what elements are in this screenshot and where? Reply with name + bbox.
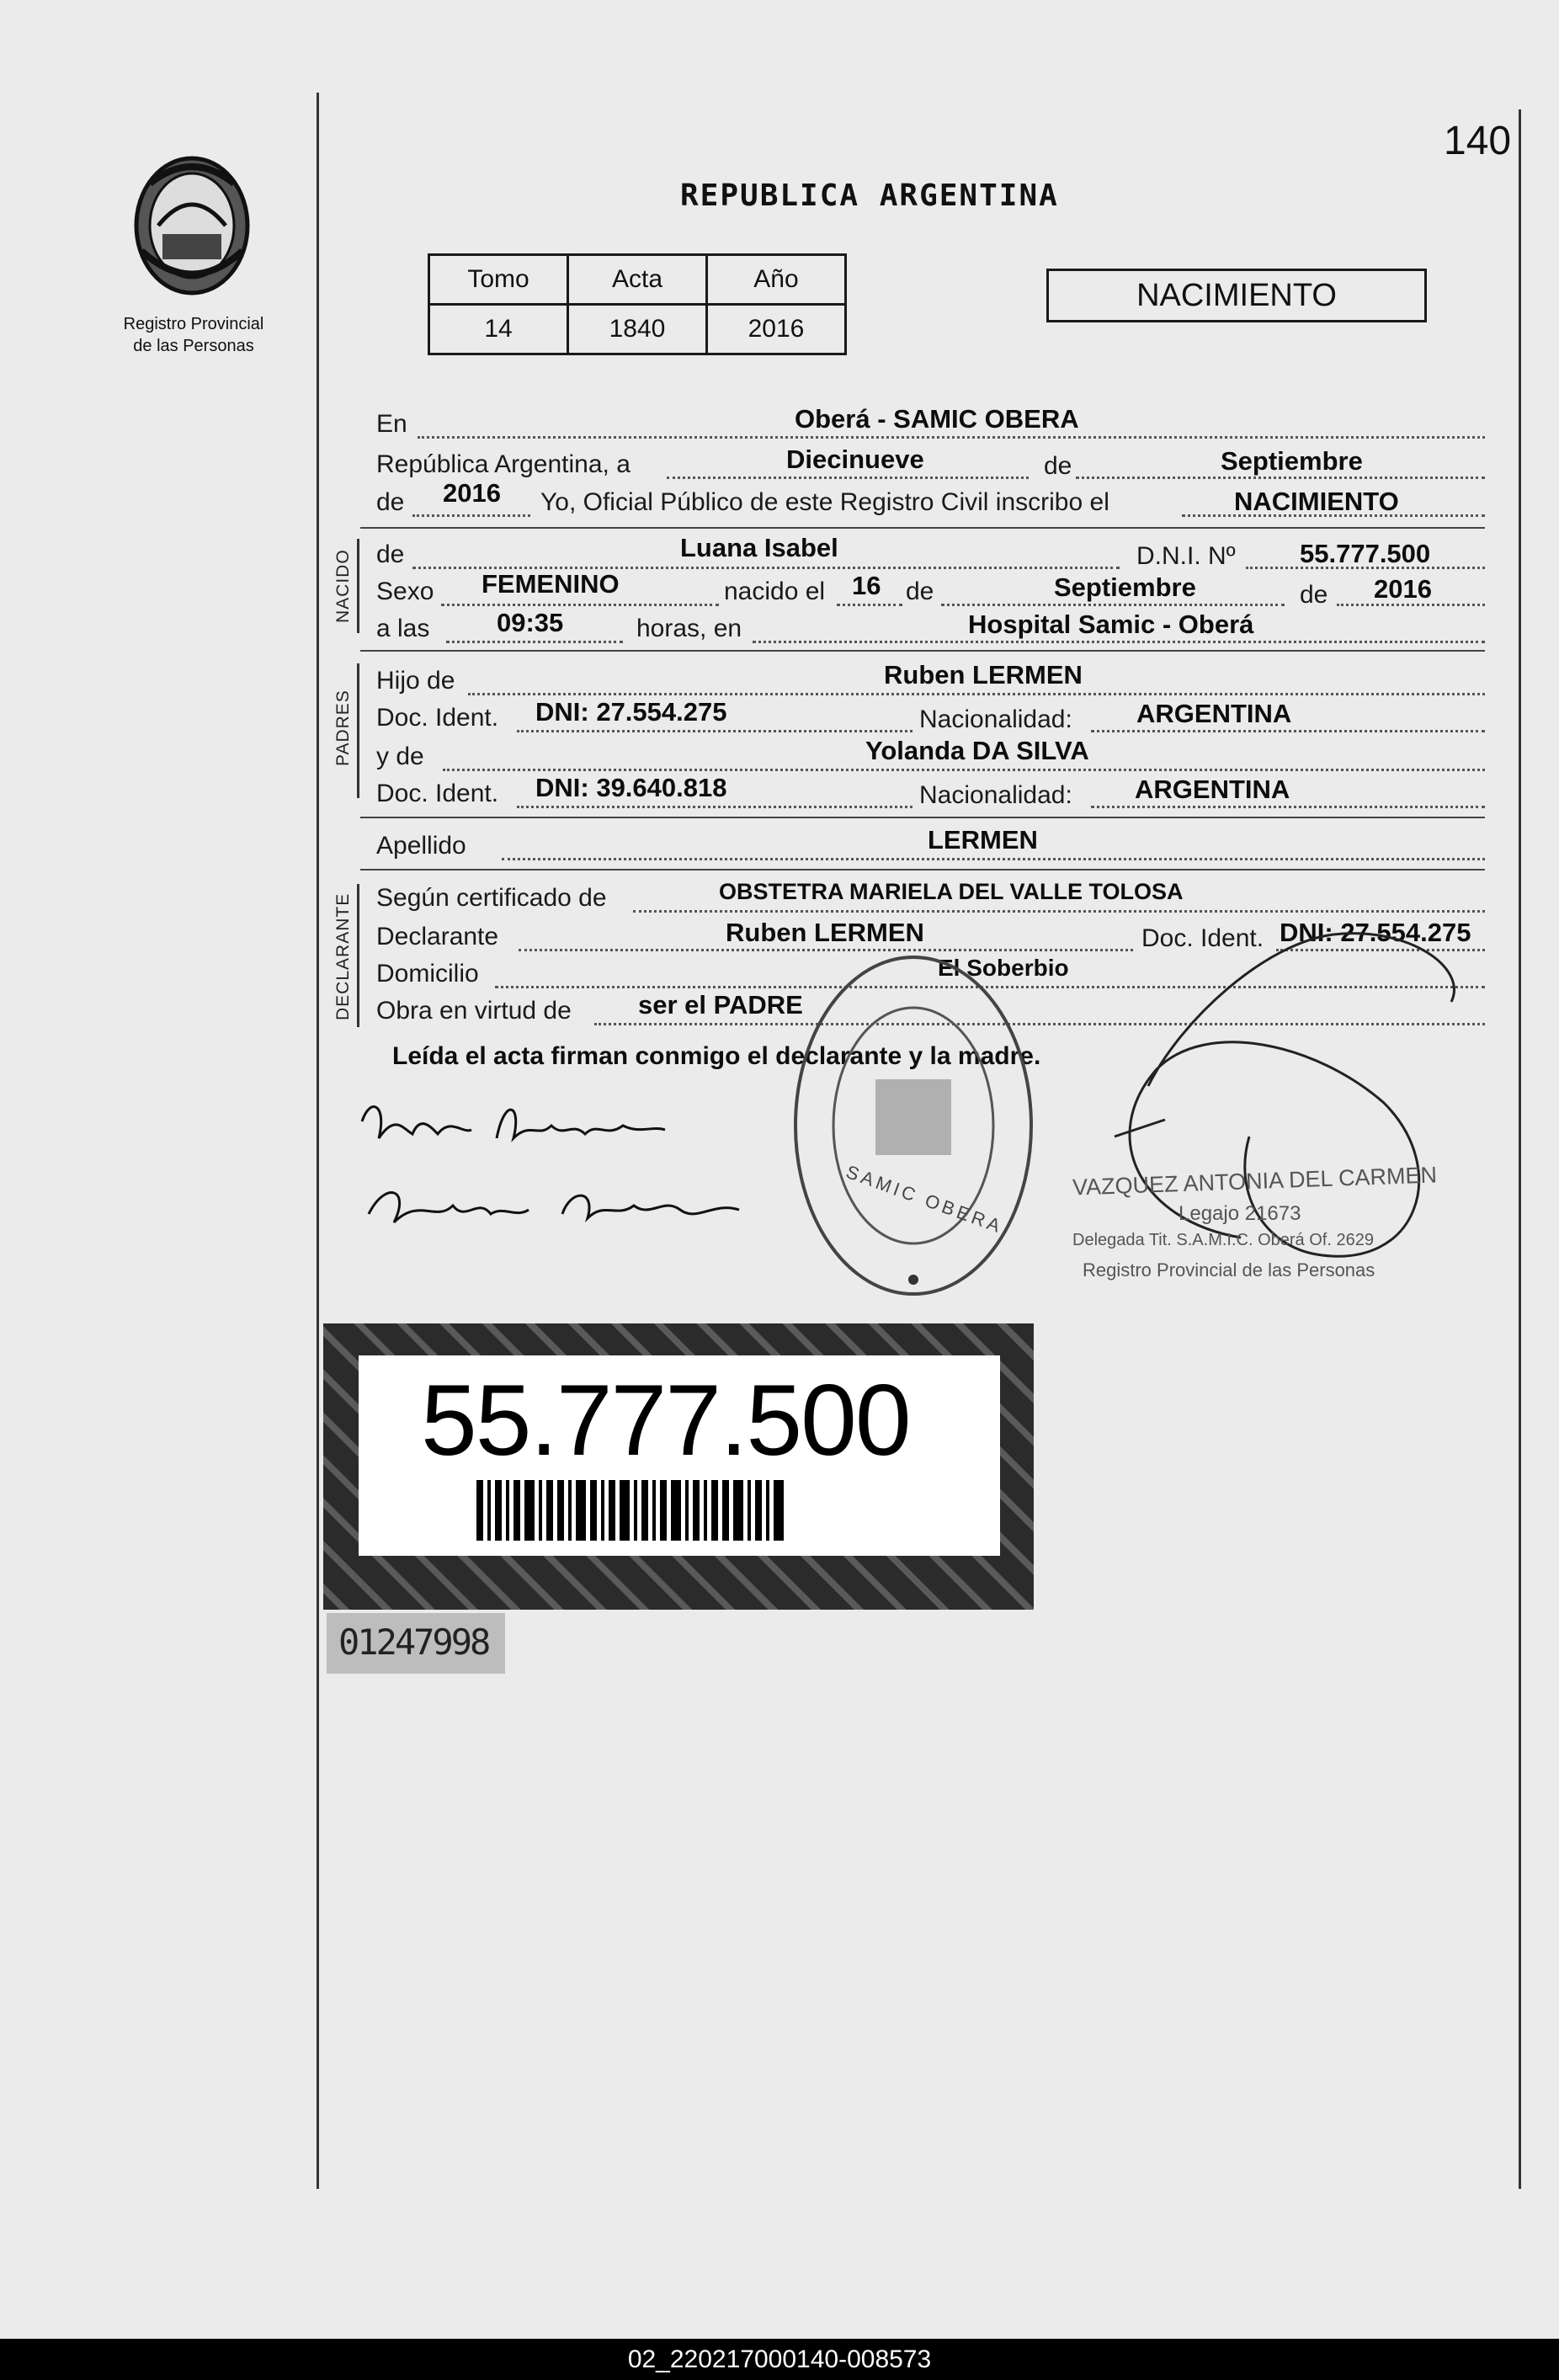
province-seal-icon [125, 150, 259, 306]
dom-value: El Soberbio [938, 955, 1069, 981]
country-title: REPUBLICA ARGENTINA [680, 178, 1059, 213]
padre-nac-dots [1091, 730, 1485, 732]
obra-label: Obra en virtud de [376, 997, 572, 1025]
month-value: Septiembre [1221, 446, 1363, 476]
child-name: Luana Isabel [680, 533, 838, 562]
bmonth-dots [941, 604, 1285, 606]
sexo-dots [441, 604, 719, 606]
hora-label: a las [376, 615, 430, 642]
cert-dots [633, 910, 1485, 913]
apellido-label: Apellido [376, 832, 466, 860]
page-number: 140 [1444, 119, 1512, 163]
hora-value: 09:35 [497, 608, 564, 637]
madre-doc-label: Doc. Ident. [376, 780, 499, 807]
right-margin-line [1519, 109, 1521, 2189]
sexo-value: FEMENINO [482, 569, 620, 599]
inscribo-value: NACIMIENTO [1234, 487, 1399, 516]
madre-nac-dots [1091, 806, 1485, 808]
yo-text: Yo, Oficial Público de este Registro Civil inscribo el [540, 488, 1109, 516]
en-dots [418, 436, 1485, 439]
footer-bar [0, 2339, 1559, 2380]
sexo-label: Sexo [376, 578, 434, 605]
dni-label: D.N.I. Nº [1136, 542, 1236, 570]
nacido-side-label: NACIDO [333, 549, 353, 623]
tomo-value: 14 [429, 305, 568, 354]
de-label-1: de [1044, 452, 1072, 480]
padre-doc-label: Doc. Ident. [376, 704, 499, 732]
divider-padres [360, 650, 1485, 652]
horas-label: horas, en [636, 615, 742, 642]
padres-bar [357, 663, 359, 798]
madre-doc: DNI: 39.640.818 [535, 773, 727, 802]
tomo-acta-ano-table [428, 253, 847, 355]
nacido-label: nacido el [724, 578, 826, 605]
birth-year: 2016 [1374, 574, 1432, 604]
day-words: Diecinueve [786, 445, 924, 474]
madre-nac: ARGENTINA [1135, 775, 1290, 804]
nacido-bar [357, 539, 359, 633]
year-value: 2016 [443, 478, 501, 508]
madre-name: Yolanda DA SILVA [865, 736, 1089, 765]
yde-label: y de [376, 743, 424, 770]
divider-declarante [360, 869, 1485, 871]
ano-value: 2016 [707, 305, 846, 354]
padres-side-label: PADRES [333, 690, 353, 766]
footer-id: 02_220217000140-008573 [627, 2345, 932, 2373]
left-margin-line [317, 93, 319, 2189]
padre-doc-dots [517, 730, 913, 732]
madre-dots [443, 769, 1485, 771]
padre-nac: ARGENTINA [1136, 699, 1292, 728]
lugar-value: Hospital Samic - Oberá [968, 610, 1254, 639]
de-label-2: de [376, 488, 405, 516]
registry-name: Registro Provincial de las Personas [123, 315, 264, 355]
padre-doc: DNI: 27.554.275 [535, 697, 727, 727]
place-value: Oberá - SAMIC OBERA [795, 404, 1079, 434]
republica-label: República Argentina, a [376, 450, 631, 478]
padre-name: Ruben LERMEN [884, 660, 1083, 690]
cert-label: Según certificado de [376, 884, 607, 912]
padre-nac-label: Nacionalidad: [919, 705, 1072, 733]
apellido-dots [502, 858, 1485, 860]
hora-dots [446, 641, 623, 643]
declarante-bar [357, 884, 359, 1027]
dom-label: Domicilio [376, 960, 479, 988]
acta-value: 1840 [568, 305, 707, 354]
decl-doc: DNI: 27.554.275 [1280, 918, 1471, 947]
padre-dots [468, 693, 1485, 695]
divider-nacido [360, 527, 1485, 529]
en-label: En [376, 410, 407, 438]
decl-doc-label: Doc. Ident. [1141, 924, 1264, 952]
decl-label: Declarante [376, 923, 499, 950]
officer-role: Delegada Tit. S.A.M.I.C. Oberá Of. 2629 [1072, 1231, 1374, 1249]
decl-value: Ruben LERMEN [726, 918, 924, 947]
delegation-stamp-icon [783, 945, 1044, 1311]
day-dots [837, 604, 902, 606]
signature-yolanda [360, 1172, 748, 1243]
apellido-value: LERMEN [928, 825, 1038, 855]
lugar-dots [753, 641, 1485, 643]
ano-header: Año [707, 255, 846, 305]
birth-day: 16 [852, 571, 881, 600]
barcode-number: 55.777.500 [421, 1364, 910, 1477]
year-dots [412, 514, 530, 517]
serial-label [327, 1613, 505, 1674]
month-dots [1076, 477, 1485, 479]
madre-nac-label: Nacionalidad: [919, 781, 1072, 809]
stamp-inner-text: SAMIC OBERA [843, 1161, 1007, 1238]
obra-value: ser el PADRE [638, 990, 803, 1020]
declarante-side-label: DECLARANTE [333, 892, 353, 1020]
act-type-box [1046, 269, 1427, 322]
signature-ruben [354, 1088, 673, 1168]
hijo-label: Hijo de [376, 667, 455, 695]
divider-apellido [360, 817, 1485, 818]
madre-doc-dots [517, 806, 913, 808]
child-dni: 55.777.500 [1300, 539, 1431, 568]
officer-legajo: Legajo 21673 [1179, 1202, 1301, 1225]
barcode-bars [476, 1480, 788, 1541]
officer-registry: Registro Provincial de las Personas [1083, 1259, 1375, 1281]
serial-number: 01247998 [338, 1621, 489, 1663]
act-type-label: NACIMIENTO [1136, 278, 1337, 313]
de-label-4: de [1300, 581, 1328, 609]
officer-name: VAZQUEZ ANTONIA DEL CARMEN [1072, 1162, 1438, 1201]
acta-header: Acta [568, 255, 707, 305]
birth-month: Septiembre [1054, 572, 1196, 602]
cert-value: OBSTETRA MARIELA DEL VALLE TOLOSA [719, 879, 1184, 904]
republica-dots [667, 477, 1029, 479]
de-label-3: de [906, 578, 934, 605]
closing-text: Leída el acta firman conmigo el declarante y la madre. [392, 1042, 1041, 1070]
tomo-header: Tomo [429, 255, 568, 305]
nacido-de-label: de [376, 540, 405, 568]
